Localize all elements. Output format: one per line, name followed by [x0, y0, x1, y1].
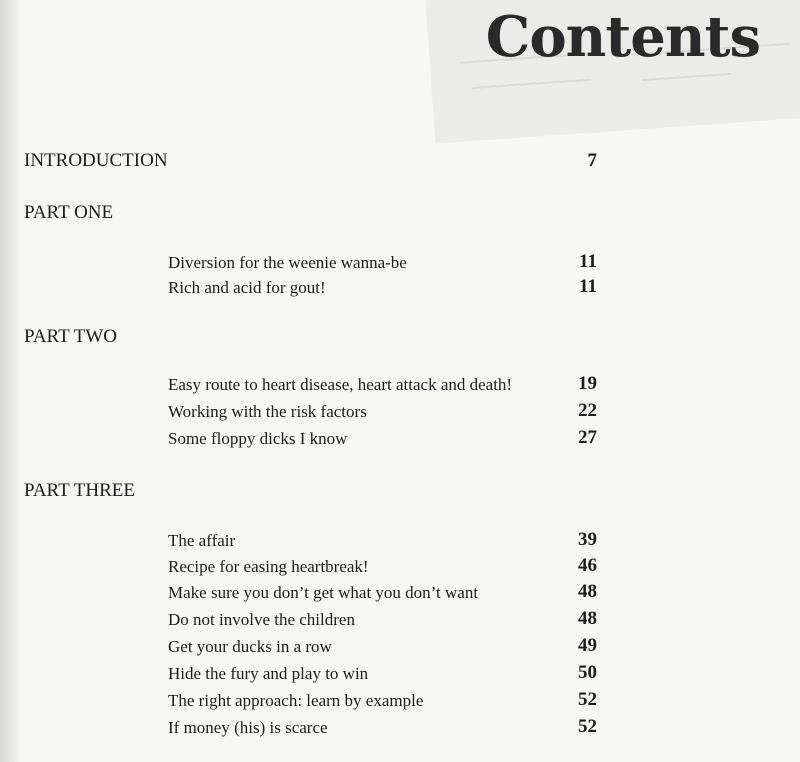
toc-entry[interactable]: Get your ducks in a row — [168, 637, 332, 656]
toc-entry[interactable]: Some floppy dicks I know — [168, 429, 348, 448]
toc-page-number: 46 — [578, 555, 597, 576]
toc-page-number: 27 — [578, 427, 597, 448]
toc-entry[interactable]: Diversion for the weenie wanna-be — [168, 253, 407, 272]
toc-page-number: 48 — [578, 581, 597, 602]
part-one-heading[interactable]: PART ONE — [24, 202, 114, 223]
toc-entry[interactable]: Make sure you don’t get what you don’t want — [168, 583, 479, 602]
part-two-heading[interactable]: PART TWO — [24, 326, 118, 347]
toc-page-number: 49 — [578, 635, 597, 656]
toc-entry[interactable]: The affair — [168, 531, 236, 550]
toc-entry[interactable]: Easy route to heart disease, heart attack and death! — [168, 375, 513, 394]
toc-page-number: 52 — [578, 716, 597, 737]
introduction-heading[interactable]: INTRODUCTION — [24, 150, 168, 171]
toc-page-number: 11 — [579, 276, 597, 297]
page-title: Contents — [485, 4, 760, 70]
toc-page-number: 48 — [578, 608, 597, 629]
toc-page-number: 39 — [578, 529, 597, 550]
binding-shadow — [0, 0, 22, 762]
toc-entry[interactable]: Rich and acid for gout! — [168, 278, 326, 297]
toc-entry[interactable]: Recipe for easing heartbreak! — [168, 557, 369, 576]
toc-page-number: 22 — [578, 400, 597, 421]
toc-page-number: 19 — [578, 373, 597, 394]
toc-page-number: 52 — [578, 689, 597, 710]
toc-page-number: 11 — [579, 251, 597, 272]
introduction-page-number: 7 — [587, 150, 597, 171]
toc-entry[interactable]: Do not involve the children — [168, 610, 355, 629]
toc-entry[interactable]: If money (his) is scarce — [168, 718, 328, 737]
part-three-heading[interactable]: PART THREE — [24, 480, 135, 501]
toc-entry[interactable]: The right approach: learn by example — [168, 691, 424, 710]
toc-entry[interactable]: Hide the fury and play to win — [168, 664, 369, 683]
toc-page-number: 50 — [578, 662, 597, 683]
toc-entry[interactable]: Working with the risk factors — [168, 402, 367, 421]
